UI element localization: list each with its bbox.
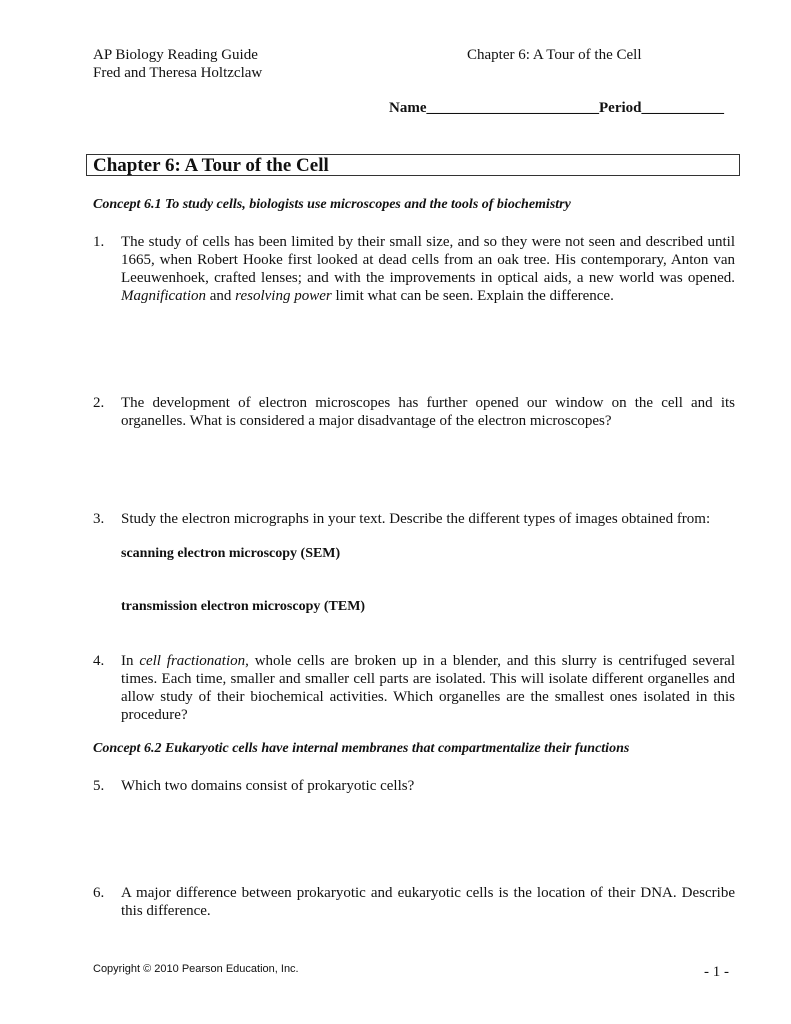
chapter-title: Chapter 6: A Tour of the Cell <box>93 155 329 176</box>
name-label: Name <box>389 100 427 116</box>
period-blank: ___________ <box>641 100 724 116</box>
question-text: Which two domains consist of prokaryotic cells? <box>121 778 415 794</box>
sem-subheading: scanning electron microscopy (SEM) <box>121 546 341 561</box>
question-1 <box>93 233 735 305</box>
question-4 <box>93 652 735 724</box>
question-2 <box>93 394 735 430</box>
question-6 <box>93 884 735 920</box>
concept-heading: Concept 6.2 Eukaryotic cells have internal membranes that compartmentalize their functions <box>93 741 630 756</box>
question-text: The development of electron microscopes has further opened our window on the cell and its organelles. What is considered a major disadvantage of the electron microscopes? <box>121 395 735 429</box>
chapter-reference: Chapter 6: A Tour of the Cell <box>467 47 642 63</box>
copyright-notice: Copyright © 2010 Pearson Education, Inc. <box>93 963 299 975</box>
concept-heading: Concept 6.1 To study cells, biologists use microscopes and the tools of biochemistry <box>93 197 571 212</box>
question-number: 5. <box>93 778 105 794</box>
question-3 <box>93 510 735 528</box>
header-left <box>93 46 262 82</box>
question-text: In cell fractionation, whole cells are broken up in a blender, and this slurry is centrifuged several times. Each time, smaller and smaller cell parts are isolated. This will isolate different organelles and allow study of their biochemical activities. Which organelles are the smallest ones isolated in this procedure? <box>121 653 736 723</box>
question-number: 2. <box>93 395 105 411</box>
term-resolving-power: resolving power <box>235 288 332 304</box>
period-label: Period <box>599 100 642 116</box>
question-5 <box>93 777 735 795</box>
question-number: 3. <box>93 511 105 527</box>
question-number: 6. <box>93 885 105 901</box>
term-cell-fractionation: cell fractionation <box>139 653 246 669</box>
question-number: 4. <box>93 653 105 669</box>
page-number: - 1 - <box>704 964 729 980</box>
question-text: A major difference between prokaryotic and eukaryotic cells is the location of their DNA. Describe this difference. <box>121 885 735 919</box>
authors: Fred and Theresa Holtzclaw <box>93 65 263 81</box>
name-period-line <box>389 100 724 117</box>
tem-subheading: transmission electron microscopy (TEM) <box>121 599 366 614</box>
question-text: Study the electron micrographs in your text. Describe the different types of images obtained from: <box>121 511 711 527</box>
question-text: The study of cells has been limited by their small size, and so they were not seen and described until 1665, when Robert Hooke first looked at dead cells from an oak tree. His contemporary, Anton van Leeuwenhoek, crafted lenses; and with the improvements in optical aids, a new world was opened. Magnification and resolving power limit what can be seen. Explain the difference. <box>121 234 735 304</box>
name-blank: _______________________ <box>426 100 599 116</box>
chapter-title-box <box>86 154 740 176</box>
term-magnification: Magnification <box>121 288 206 304</box>
question-number: 1. <box>93 234 105 250</box>
course-title: AP Biology Reading Guide <box>93 47 258 63</box>
